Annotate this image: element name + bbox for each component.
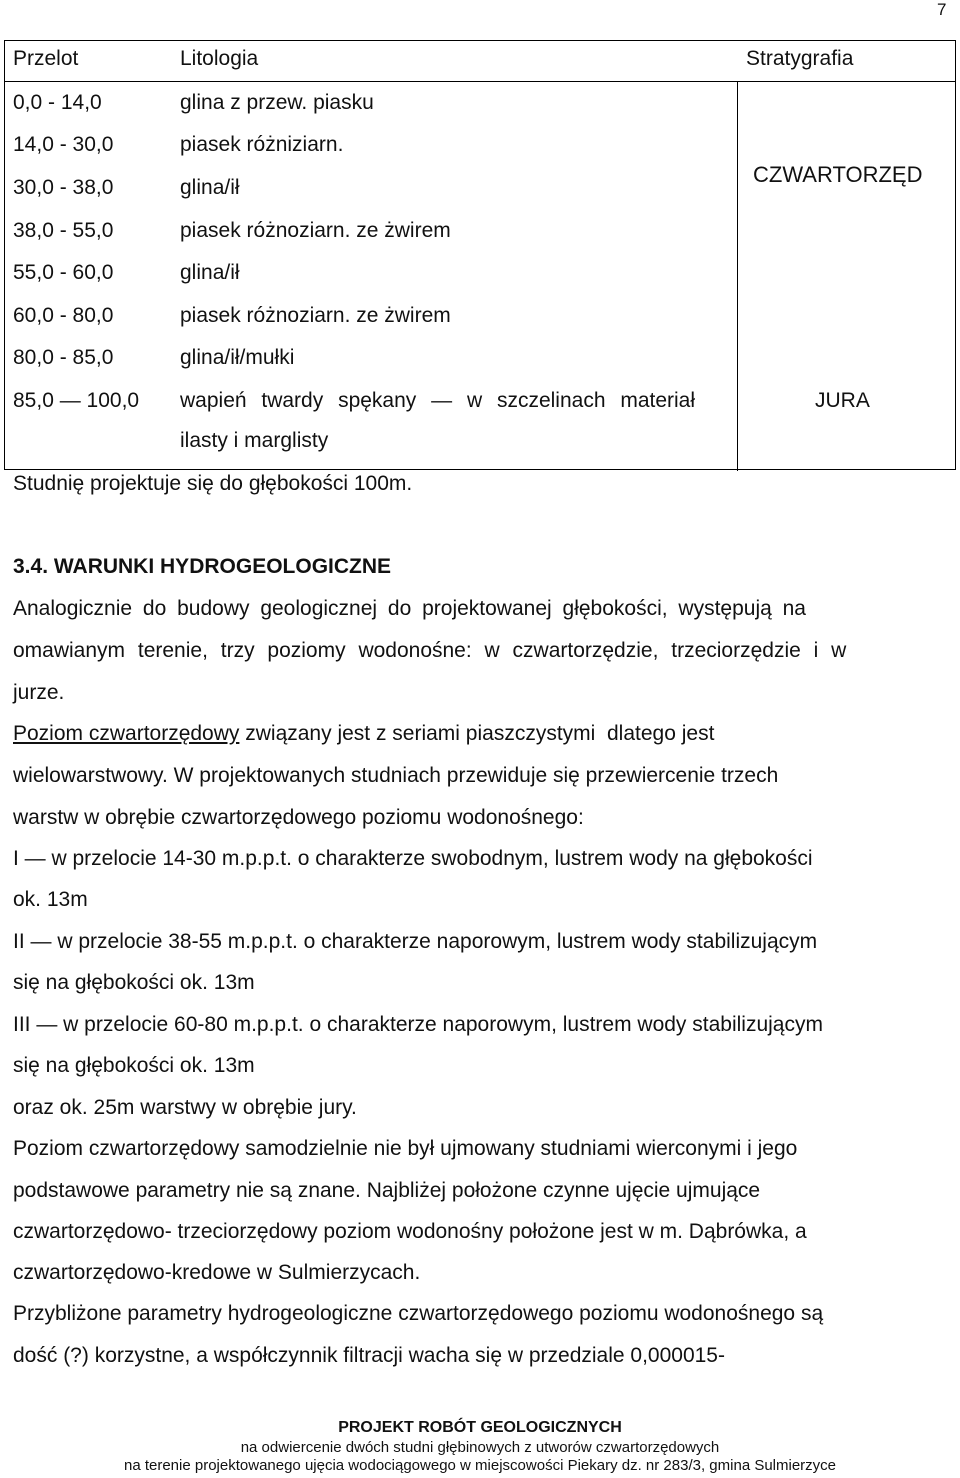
row-3-przelot: 30,0 - 38,0: [13, 176, 114, 199]
paragraph-line-rest: związany jest z seriami piaszczystymi dlatego jest: [239, 722, 715, 745]
underlined-term: Poziom czwartorzędowy: [13, 722, 240, 745]
paragraph-line: ok. 13m: [13, 888, 88, 911]
paragraph-line: czwartorzędowo- trzeciorzędowy poziom wodonośny położone jest w m. Dąbrówka, a: [13, 1220, 807, 1243]
paragraph-line: wielowarstwowy. W projektowanych studniach przewiduje się przewiercenie trzech: [13, 764, 779, 787]
footer-subtitle: na odwiercenie dwóch studni głębinowych z utworów czwartorzędowych: [240, 1439, 720, 1456]
footer-title: PROJEKT ROBÓT GEOLOGICZNYCH: [338, 1419, 622, 1436]
paragraph-line: się na głębokości ok. 13m: [13, 1054, 255, 1077]
row-5-przelot: 55,0 - 60,0: [13, 261, 114, 284]
paragraph-line: czwartorzędowo-kredowe w Sulmierzycach.: [13, 1261, 421, 1284]
row-1-litologia: glina z przew. piasku: [180, 91, 374, 114]
paragraph-line: I — w przelocie 14-30 m.p.p.t. o charakterze swobodnym, lustrem wody na głębokości: [13, 847, 813, 870]
table-header-divider: [5, 81, 956, 82]
paragraph-line: warstw w obrębie czwartorzędowego poziomu wodonośnego:: [13, 806, 584, 829]
row-8-przelot: 85,0 — 100,0: [13, 389, 140, 412]
header-litologia: Litologia: [180, 47, 259, 70]
header-stratygrafia: Stratygrafia: [746, 47, 854, 70]
table-note: Studnię projektuje się do głębokości 100m.: [13, 472, 413, 495]
paragraph-line: Poziom czwartorzędowy samodzielnie nie był ujmowany studniami wierconymi i jego: [13, 1137, 798, 1160]
row-5-litologia: glina/ił: [180, 261, 240, 284]
paragraph-line: jurze.: [13, 681, 65, 704]
table-column-divider: [737, 81, 738, 471]
section-heading: 3.4. WARUNKI HYDROGEOLOGICZNE: [13, 555, 392, 578]
page-number: 7: [937, 0, 947, 19]
paragraph-line: II — w przelocie 38-55 m.p.p.t. o charakterze naporowym, lustrem wody stabilizującym: [13, 930, 818, 953]
footer-location: na terenie projektowanego ujęcia wodociągowego w miejscowości Piekary dz. nr 283/3, gmina Sulmierzyce: [123, 1457, 837, 1474]
row-8-litologia: [180, 388, 727, 414]
paragraph-line: III — w przelocie 60-80 m.p.p.t. o charakterze naporowym, lustrem wody stabilizującym: [13, 1013, 823, 1036]
row-4-litologia: piasek różnoziarn. ze żwirem: [180, 219, 451, 242]
paragraph-line: omawianym terenie, trzy poziomy wodonośne: w czwartorzędzie, trzeciorzędzie i w: [13, 639, 847, 662]
paragraph-line: oraz ok. 25m warstwy w obrębie jury.: [13, 1096, 357, 1119]
row-1-przelot: 0,0 - 14,0: [13, 91, 102, 114]
paragraph-line: podstawowe parametry nie są znane. Najbliżej położone czynne ujęcie ujmujące: [13, 1179, 761, 1202]
row-3-litologia: glina/ił: [180, 176, 240, 199]
row-4-przelot: 38,0 - 55,0: [13, 219, 114, 242]
row-8-litologia-text: wapień twardy spękany — w szczelinach materiał: [180, 389, 696, 412]
paragraph-line: dość (?) korzystne, a współczynnik filtracji wacha się w przedziale 0,000015-: [13, 1344, 725, 1367]
paragraph-line: Przybliżone parametry hydrogeologiczne czwartorzędowego poziomu wodonośnego są: [13, 1302, 824, 1325]
paragraph-line: Analogicznie do budowy geologicznej do projektowanej głębokości, występują na: [13, 597, 806, 620]
row-7-litologia: glina/ił/mułki: [180, 346, 295, 369]
paragraph-line: [13, 721, 714, 747]
stratygrafia-czwartorzed: CZWARTORZĘD: [753, 162, 923, 187]
row-6-przelot: 60,0 - 80,0: [13, 304, 114, 327]
stratygrafia-jura: JURA: [815, 389, 870, 412]
row-2-przelot: 14,0 - 30,0: [13, 133, 114, 156]
row-7-przelot: 80,0 - 85,0: [13, 346, 114, 369]
row-8-litologia-cont: ilasty i marglisty: [180, 429, 329, 452]
row-6-litologia: piasek różnoziarn. ze żwirem: [180, 304, 451, 327]
header-przelot: Przelot: [13, 47, 79, 70]
row-2-litologia: piasek różniziarn.: [180, 133, 344, 156]
paragraph-line: się na głębokości ok. 13m: [13, 971, 255, 994]
